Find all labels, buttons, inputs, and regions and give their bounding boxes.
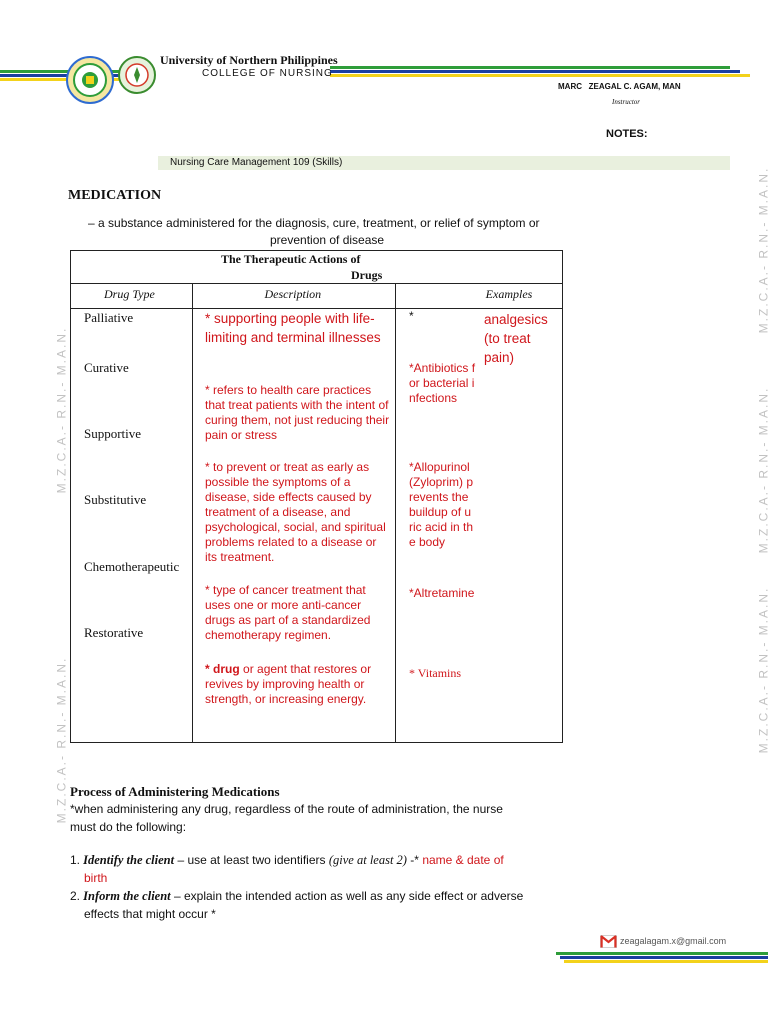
- header-stripe-green-right: [330, 66, 730, 69]
- notes-label: NOTES:: [606, 128, 648, 140]
- process-item-1-text2: -*: [406, 853, 423, 867]
- footer-stripe-blue: [560, 956, 768, 959]
- example-allopurinol: *Allopurinol (Zyloprim) prevents the buildup of uric acid in the body: [409, 460, 474, 549]
- footer-email[interactable]: zeagalagam.x@gmail.com: [620, 936, 727, 946]
- description-restorative: [205, 662, 391, 707]
- table-title-row: [71, 251, 563, 284]
- example-antibiotics: *Antibiotics for bacterial infections: [409, 361, 476, 405]
- nursing-college-logo: [118, 56, 156, 94]
- drug-type-substitutive: Substitutive: [84, 492, 147, 507]
- description-supportive: * to prevent or treat as early as possible the symptoms of a disease, side effects caused by treatment of a disease, and psychological, social, and spiritual problems related to a disease or its treatment.: [205, 460, 386, 564]
- header-examples: Examples: [485, 287, 533, 301]
- process-intro-line-1: *when administering any drug, regardless of the route of administration, the nurse: [70, 802, 503, 816]
- drug-type-curative: Curative: [84, 360, 129, 375]
- drug-type-restorative: Restorative: [84, 625, 144, 640]
- process-item-2-bold: Inform the client: [83, 889, 171, 903]
- university-name: University of Northern Philippines: [160, 53, 338, 67]
- header-description: Description: [264, 287, 322, 301]
- description-substitutive: * type of cancer treatment that uses one or more anti-cancer drugs as part of a standardized chemotherapy regimen.: [205, 583, 371, 642]
- table-header-row: [71, 284, 563, 309]
- process-title: Process of Administering Medications: [70, 784, 280, 799]
- instructor-title: Instructor: [612, 98, 640, 106]
- process-item-2-text: – explain the intended action as well as any side effect or adverse: [170, 889, 524, 903]
- process-item-1-italic: (give at least 2): [328, 853, 407, 867]
- process-item-1-cont: birth: [84, 871, 108, 885]
- header-stripe-yellow-right: [330, 74, 750, 77]
- process-item-2: [70, 889, 523, 904]
- section-title: MEDICATION: [68, 188, 162, 203]
- course-title: Nursing Care Management 109 (Skills): [170, 157, 343, 168]
- process-item-1-red: name & date of: [422, 853, 504, 867]
- instructor-name: MARC ZEAGAL C. AGAM, MAN: [558, 82, 681, 91]
- drug-type-palliative: Palliative: [84, 310, 134, 325]
- description-curative: * refers to health care practices that treat patients with the intent of curing them, not just reducing their pain or stress: [205, 383, 390, 442]
- process-item-1-text: – use at least two identifiers: [174, 853, 329, 867]
- example-analgesics: analgesics (to treat pain): [484, 312, 548, 365]
- table-title-line-2: Drugs: [351, 268, 383, 282]
- footer-stripe-green: [556, 952, 768, 955]
- process-item-1: [70, 853, 504, 868]
- watermark-left-1: M.Z.C.A.- R.N.- M.A.N.: [54, 326, 69, 494]
- example-altretamine: *Altretamine: [409, 586, 475, 600]
- watermark-left-2: M.Z.C.A.- R.N.- M.A.N.: [54, 656, 69, 824]
- definition-line-2: prevention of disease: [270, 233, 385, 247]
- watermark-right-2: M.Z.C.A.- R.N.- M.A.N.: [756, 386, 770, 554]
- watermark-right-1: M.Z.C.A.- R.N.- M.A.N.: [756, 166, 770, 334]
- college-name: COLLEGE OF NURSING: [202, 68, 333, 79]
- header-stripe-blue-right: [330, 70, 740, 73]
- process-item-2-num: 2.: [70, 889, 81, 903]
- description-restorative-rest: or agent that restores or revives by improving health or strength, or increasing energy.: [205, 662, 372, 706]
- description-restorative-prefix: *: [205, 662, 214, 676]
- process-item-1-bold: Identify the client: [83, 853, 175, 867]
- header-drug-type: Drug Type: [104, 287, 155, 301]
- description-restorative-bold: drug: [213, 662, 240, 676]
- drug-type-supportive: Supportive: [84, 426, 142, 441]
- drug-type-chemotherapeutic: Chemotherapeutic: [84, 559, 180, 574]
- process-intro-line-2: must do the following:: [70, 820, 187, 834]
- footer-stripe-yellow: [564, 960, 768, 963]
- description-palliative: * supporting people with life-limiting and terminal illnesses: [205, 311, 381, 345]
- table-title-line-1: The Therapeutic Actions of: [221, 252, 361, 266]
- process-item-1-num: 1.: [70, 853, 81, 867]
- example-star: *: [409, 309, 414, 323]
- gmail-icon: [600, 935, 617, 948]
- watermark-right-3: M.Z.C.A.- R.N.- M.A.N.: [756, 586, 770, 754]
- university-seal-logo: [66, 56, 114, 104]
- definition-line-1: – a substance administered for the diagnosis, cure, treatment, or relief of symptom or: [88, 216, 540, 230]
- process-item-2-cont: effects that might occur *: [84, 907, 216, 921]
- example-vitamins: * Vitamins: [409, 666, 462, 680]
